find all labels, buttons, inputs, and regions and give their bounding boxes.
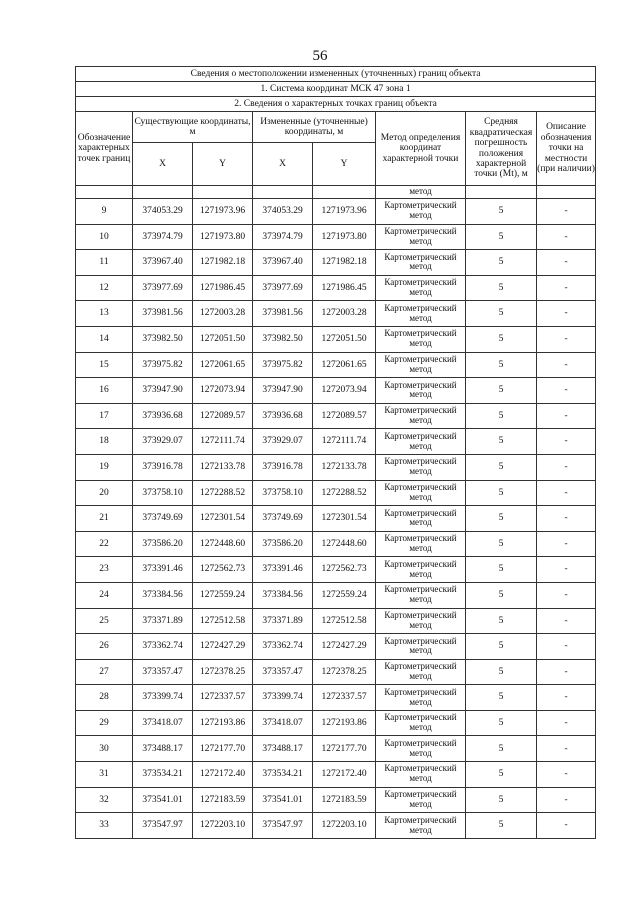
changed-y-cell: 1272177.70 [313, 736, 376, 762]
existing-y-cell: 1272512.58 [193, 608, 253, 634]
description-cell: - [537, 454, 596, 480]
method-cell: Картометрический метод [376, 480, 466, 506]
description-cell: - [537, 326, 596, 352]
description-cell: - [537, 275, 596, 301]
changed-y-cell: 1272172.40 [313, 762, 376, 788]
description-cell: - [537, 531, 596, 557]
method-cell: Картометрический метод [376, 608, 466, 634]
table-row [76, 787, 596, 813]
method-cell: Картометрический метод [376, 506, 466, 532]
existing-x-cell: 373947.90 [133, 378, 193, 404]
existing-x-cell: 373981.56 [133, 301, 193, 327]
description-cell: - [537, 813, 596, 839]
point-number-cell: 18 [76, 429, 133, 455]
changed-x-cell: 373399.74 [253, 685, 313, 711]
existing-x-cell: 373967.40 [133, 250, 193, 276]
existing-x-cell: 373586.20 [133, 531, 193, 557]
header-accuracy: Средняя квадратическая погрешность положения характерной точки (Mt), м [466, 112, 537, 186]
existing-x-cell: 373974.79 [133, 224, 193, 250]
method-cell: Картометрический метод [376, 275, 466, 301]
table-row [76, 352, 596, 378]
accuracy-cell: 5 [466, 736, 537, 762]
table-row [76, 224, 596, 250]
existing-x-cell: 373357.47 [133, 659, 193, 685]
changed-x-cell: 373982.50 [253, 326, 313, 352]
point-number-cell: 25 [76, 608, 133, 634]
table-row [76, 659, 596, 685]
accuracy-cell: 5 [466, 224, 537, 250]
description-cell: - [537, 710, 596, 736]
changed-y-cell: 1272288.52 [313, 480, 376, 506]
accuracy-cell: 5 [466, 301, 537, 327]
existing-x-cell: 373391.46 [133, 557, 193, 583]
method-cell: Картометрический метод [376, 224, 466, 250]
changed-x-cell: 373586.20 [253, 531, 313, 557]
header-point-designation: Обозначение характерных точек границ [76, 112, 133, 186]
method-cell: Картометрический метод [376, 429, 466, 455]
changed-y-cell: 1272111.74 [313, 429, 376, 455]
method-cell: Картометрический метод [376, 403, 466, 429]
description-cell: - [537, 301, 596, 327]
table-row [76, 582, 596, 608]
point-number-cell: 22 [76, 531, 133, 557]
changed-x-cell: 373967.40 [253, 250, 313, 276]
changed-x-cell: 373758.10 [253, 480, 313, 506]
method-cell: Картометрический метод [376, 736, 466, 762]
point-number-cell: 21 [76, 506, 133, 532]
page-number: 56 [312, 48, 328, 64]
table-row [76, 736, 596, 762]
table-row [76, 813, 596, 839]
existing-y-cell: 1272051.50 [193, 326, 253, 352]
changed-y-cell: 1271973.80 [313, 224, 376, 250]
method-cell: Картометрический метод [376, 352, 466, 378]
accuracy-cell: 5 [466, 403, 537, 429]
existing-x-cell: 373384.56 [133, 582, 193, 608]
existing-y-cell: 1272203.10 [193, 813, 253, 839]
changed-y-cell: 1271982.18 [313, 250, 376, 276]
changed-x-cell: 373981.56 [253, 301, 313, 327]
point-number-cell: 28 [76, 685, 133, 711]
existing-y-cell: 1272061.65 [193, 352, 253, 378]
description-cell: - [537, 506, 596, 532]
existing-x-cell: 373929.07 [133, 429, 193, 455]
table-row [76, 250, 596, 276]
accuracy-cell: 5 [466, 250, 537, 276]
table-row [76, 275, 596, 301]
table-body [76, 186, 596, 839]
accuracy-cell: 5 [466, 378, 537, 404]
method-cell: Картометрический метод [376, 199, 466, 225]
method-cell: Картометрический метод [376, 301, 466, 327]
changed-x-cell: 373534.21 [253, 762, 313, 788]
existing-x-cell: 373936.68 [133, 403, 193, 429]
existing-y-cell: 1272111.74 [193, 429, 253, 455]
changed-y-cell: 1272061.65 [313, 352, 376, 378]
table-row [76, 557, 596, 583]
existing-x-cell: 373975.82 [133, 352, 193, 378]
accuracy-cell: 5 [466, 506, 537, 532]
table-row [76, 480, 596, 506]
table-row [76, 762, 596, 788]
description-cell: - [537, 403, 596, 429]
point-number-cell: 19 [76, 454, 133, 480]
changed-y-cell: 1272512.58 [313, 608, 376, 634]
description-cell: - [537, 429, 596, 455]
point-number-cell: 11 [76, 250, 133, 276]
point-number-cell: 13 [76, 301, 133, 327]
section-heading-row: 2. Сведения о характерных точках границ объекта [76, 97, 596, 112]
header-method: Метод определения координат характерной точки [376, 112, 466, 186]
existing-y-cell: 1272183.59 [193, 787, 253, 813]
accuracy-cell: 5 [466, 762, 537, 788]
method-cell: Картометрический метод [376, 659, 466, 685]
existing-y-cell: 1272448.60 [193, 531, 253, 557]
existing-x-cell: 373418.07 [133, 710, 193, 736]
changed-x-cell: 373371.89 [253, 608, 313, 634]
existing-y-cell: 1272193.86 [193, 710, 253, 736]
table-row [76, 326, 596, 352]
method-cell: Картометрический метод [376, 557, 466, 583]
changed-x-cell: 373975.82 [253, 352, 313, 378]
method-cell: Картометрический метод [376, 634, 466, 660]
description-cell: - [537, 557, 596, 583]
existing-y-cell: 1272562.73 [193, 557, 253, 583]
header-changed-y: Y [313, 143, 376, 186]
existing-x-cell: 373362.74 [133, 634, 193, 660]
continuation-method-text: метод [376, 186, 466, 199]
method-cell: Картометрический метод [376, 685, 466, 711]
changed-x-cell: 373929.07 [253, 429, 313, 455]
changed-x-cell: 373947.90 [253, 378, 313, 404]
accuracy-cell: 5 [466, 480, 537, 506]
point-number-cell: 20 [76, 480, 133, 506]
changed-y-cell: 1272051.50 [313, 326, 376, 352]
changed-x-cell: 374053.29 [253, 199, 313, 225]
accuracy-cell: 5 [466, 429, 537, 455]
changed-x-cell: 373749.69 [253, 506, 313, 532]
method-cell: Картометрический метод [376, 454, 466, 480]
point-number-cell: 32 [76, 787, 133, 813]
table-row [76, 403, 596, 429]
description-cell: - [537, 250, 596, 276]
changed-x-cell: 373488.17 [253, 736, 313, 762]
changed-y-cell: 1272203.10 [313, 813, 376, 839]
point-number-cell: 15 [76, 352, 133, 378]
header-existing-y: Y [193, 143, 253, 186]
changed-y-cell: 1272073.94 [313, 378, 376, 404]
table-row [76, 634, 596, 660]
point-number-cell: 9 [76, 199, 133, 225]
header-changed-coordinates: Измененные (уточненные) координаты, м [253, 112, 376, 143]
changed-y-cell: 1272183.59 [313, 787, 376, 813]
continuation-row [76, 186, 596, 199]
existing-y-cell: 1271973.96 [193, 199, 253, 225]
changed-y-cell: 1271973.96 [313, 199, 376, 225]
existing-y-cell: 1272559.24 [193, 582, 253, 608]
changed-y-cell: 1272193.86 [313, 710, 376, 736]
changed-x-cell: 373936.68 [253, 403, 313, 429]
point-number-cell: 24 [76, 582, 133, 608]
table-row [76, 506, 596, 532]
existing-x-cell: 373488.17 [133, 736, 193, 762]
changed-y-cell: 1272562.73 [313, 557, 376, 583]
method-cell: Картометрический метод [376, 378, 466, 404]
description-cell: - [537, 378, 596, 404]
point-number-cell: 12 [76, 275, 133, 301]
changed-x-cell: 373974.79 [253, 224, 313, 250]
changed-y-cell: 1272133.78 [313, 454, 376, 480]
accuracy-cell: 5 [466, 582, 537, 608]
changed-y-cell: 1272378.25 [313, 659, 376, 685]
method-cell: Картометрический метод [376, 326, 466, 352]
table-row [76, 531, 596, 557]
description-cell: - [537, 685, 596, 711]
table-row [76, 429, 596, 455]
existing-x-cell: 373749.69 [133, 506, 193, 532]
table-title: Сведения о местоположении измененных (уточненных) границ объекта [76, 67, 596, 82]
accuracy-cell: 5 [466, 352, 537, 378]
existing-x-cell: 374053.29 [133, 199, 193, 225]
method-cell: Картометрический метод [376, 531, 466, 557]
description-cell: - [537, 736, 596, 762]
accuracy-cell: 5 [466, 787, 537, 813]
changed-y-cell: 1272427.29 [313, 634, 376, 660]
description-cell: - [537, 224, 596, 250]
header-changed-x: X [253, 143, 313, 186]
accuracy-cell: 5 [466, 275, 537, 301]
table-row [76, 454, 596, 480]
accuracy-cell: 5 [466, 557, 537, 583]
point-number-cell: 27 [76, 659, 133, 685]
accuracy-cell: 5 [466, 813, 537, 839]
boundary-points-table [75, 66, 596, 839]
point-number-cell: 33 [76, 813, 133, 839]
existing-y-cell: 1272301.54 [193, 506, 253, 532]
changed-x-cell: 373357.47 [253, 659, 313, 685]
header-description: Описание обозначения точки на местности (при наличии) [537, 112, 596, 186]
point-number-cell: 23 [76, 557, 133, 583]
existing-x-cell: 373399.74 [133, 685, 193, 711]
existing-y-cell: 1272133.78 [193, 454, 253, 480]
changed-x-cell: 373418.07 [253, 710, 313, 736]
description-cell: - [537, 199, 596, 225]
changed-x-cell: 373977.69 [253, 275, 313, 301]
point-number-cell: 10 [76, 224, 133, 250]
changed-x-cell: 373384.56 [253, 582, 313, 608]
existing-x-cell: 373982.50 [133, 326, 193, 352]
accuracy-cell: 5 [466, 326, 537, 352]
table-row [76, 710, 596, 736]
accuracy-cell: 5 [466, 608, 537, 634]
changed-y-cell: 1272448.60 [313, 531, 376, 557]
point-number-cell: 29 [76, 710, 133, 736]
accuracy-cell: 5 [466, 659, 537, 685]
point-number-cell: 31 [76, 762, 133, 788]
changed-y-cell: 1272003.28 [313, 301, 376, 327]
description-cell: - [537, 352, 596, 378]
changed-x-cell: 373541.01 [253, 787, 313, 813]
description-cell: - [537, 480, 596, 506]
accuracy-cell: 5 [466, 634, 537, 660]
existing-y-cell: 1272073.94 [193, 378, 253, 404]
changed-x-cell: 373916.78 [253, 454, 313, 480]
changed-x-cell: 373391.46 [253, 557, 313, 583]
accuracy-cell: 5 [466, 199, 537, 225]
header-existing-x: X [133, 143, 193, 186]
existing-x-cell: 373547.97 [133, 813, 193, 839]
existing-x-cell: 373916.78 [133, 454, 193, 480]
method-cell: Картометрический метод [376, 813, 466, 839]
changed-x-cell: 373547.97 [253, 813, 313, 839]
table-row [76, 685, 596, 711]
method-cell: Картометрический метод [376, 787, 466, 813]
table-row [76, 378, 596, 404]
point-number-cell: 17 [76, 403, 133, 429]
existing-y-cell: 1272089.57 [193, 403, 253, 429]
coordinate-system-row: 1. Система координат МСК 47 зона 1 [76, 82, 596, 97]
description-cell: - [537, 787, 596, 813]
description-cell: - [537, 762, 596, 788]
existing-y-cell: 1272177.70 [193, 736, 253, 762]
existing-y-cell: 1272427.29 [193, 634, 253, 660]
existing-y-cell: 1272288.52 [193, 480, 253, 506]
existing-y-cell: 1272003.28 [193, 301, 253, 327]
point-number-cell: 16 [76, 378, 133, 404]
header-existing-coordinates: Существующие координаты, м [133, 112, 253, 143]
method-cell: Картометрический метод [376, 762, 466, 788]
description-cell: - [537, 608, 596, 634]
changed-x-cell: 373362.74 [253, 634, 313, 660]
description-cell: - [537, 582, 596, 608]
changed-y-cell: 1271986.45 [313, 275, 376, 301]
accuracy-cell: 5 [466, 685, 537, 711]
description-cell: - [537, 634, 596, 660]
point-number-cell: 26 [76, 634, 133, 660]
table-row [76, 608, 596, 634]
existing-x-cell: 373977.69 [133, 275, 193, 301]
changed-y-cell: 1272301.54 [313, 506, 376, 532]
existing-y-cell: 1272337.57 [193, 685, 253, 711]
existing-y-cell: 1272172.40 [193, 762, 253, 788]
table-row [76, 301, 596, 327]
existing-x-cell: 373534.21 [133, 762, 193, 788]
changed-y-cell: 1272559.24 [313, 582, 376, 608]
point-number-cell: 30 [76, 736, 133, 762]
existing-y-cell: 1271986.45 [193, 275, 253, 301]
accuracy-cell: 5 [466, 531, 537, 557]
method-cell: Картометрический метод [376, 582, 466, 608]
accuracy-cell: 5 [466, 454, 537, 480]
changed-y-cell: 1272089.57 [313, 403, 376, 429]
description-cell: - [537, 659, 596, 685]
existing-y-cell: 1272378.25 [193, 659, 253, 685]
changed-y-cell: 1272337.57 [313, 685, 376, 711]
accuracy-cell: 5 [466, 710, 537, 736]
existing-y-cell: 1271982.18 [193, 250, 253, 276]
method-cell: Картометрический метод [376, 710, 466, 736]
existing-y-cell: 1271973.80 [193, 224, 253, 250]
point-number-cell: 14 [76, 326, 133, 352]
table-row [76, 199, 596, 225]
existing-x-cell: 373541.01 [133, 787, 193, 813]
method-cell: Картометрический метод [376, 250, 466, 276]
existing-x-cell: 373371.89 [133, 608, 193, 634]
existing-x-cell: 373758.10 [133, 480, 193, 506]
